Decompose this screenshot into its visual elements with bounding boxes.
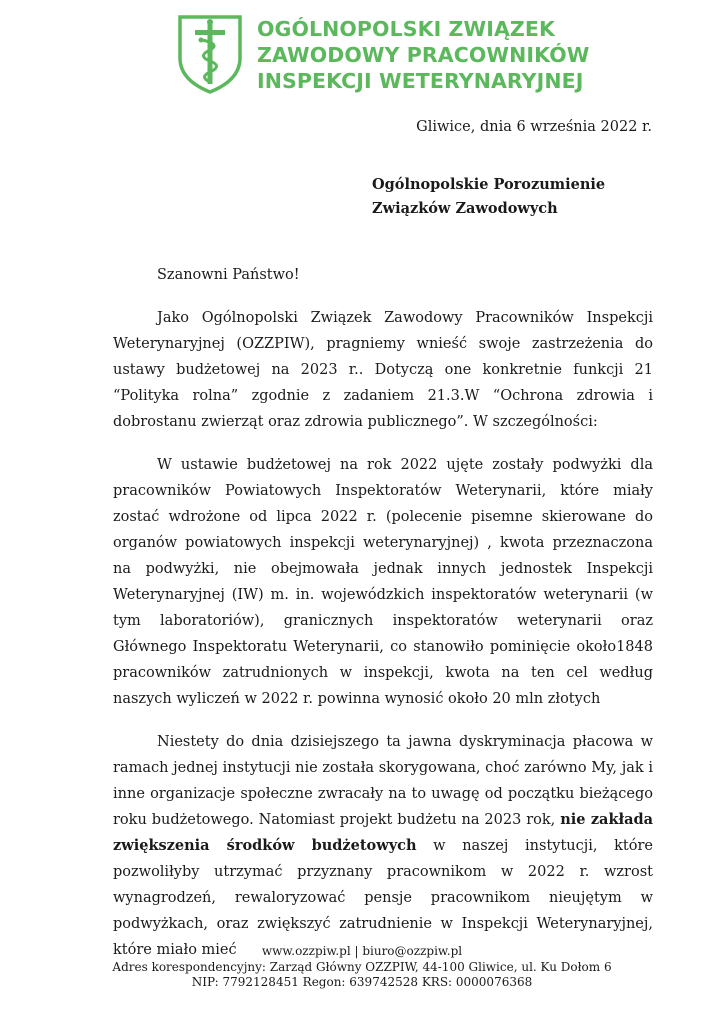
- letter-footer: [0, 944, 724, 991]
- shield-logo-icon: [177, 14, 243, 94]
- letter-date: Gliwice, dnia 6 września 2022 r.: [416, 119, 652, 135]
- org-name-line-1: OGÓLNOPOLSKI ZWIĄZEK: [257, 17, 555, 41]
- org-name-line-3: INSPEKCJI WETERYNARYJNEJ: [257, 69, 584, 93]
- footer-contact: www.ozzpiw.pl | biuro@ozzpiw.pl: [261, 944, 463, 958]
- footer-registration: NIP: 7792128451 Regon: 639742528 KRS: 0000076368: [191, 975, 533, 989]
- salutation: Szanowni Państwo!: [157, 267, 300, 283]
- paragraph-3: [113, 729, 653, 963]
- paragraph-3-emphasis: nie zakłada zwiększenia środków budżetowych: [113, 811, 653, 854]
- paragraph-3-text-start: Niestety do dnia dzisiejszego ta jawna dyskryminacja płacowa w ramach jednej instytucji nie została skorygowana, choć zarówno My, jak i inne organizacje społeczne zwracały na to uwagę od początku bieżącego roku budżetowego. Natomiast projekt budżetu na 2023 rok,: [113, 734, 653, 828]
- letterhead: [177, 14, 597, 94]
- letter-body: [113, 262, 653, 980]
- org-name-line-2: ZAWODOWY PRACOWNIKÓW: [257, 43, 590, 67]
- paragraph-1: Jako Ogólnopolski Związek Zawodowy Pracowników Inspekcji Weterynaryjnej (OZZPIW), pragniemy wnieść swoje zastrzeżenia do ustawy budżetowej na 2023 r.. Dotyczą one konkretnie funkcji 21 “Polityka rolna” zgodnie z zadaniem 21.3.W “Ochrona zdrowia i dobrostanu zwierząt oraz zdrowia publicznego”. W szczególności:: [113, 310, 653, 430]
- organization-name: [257, 16, 589, 94]
- recipient-address: [372, 173, 605, 221]
- recipient-line-2: Związków Zawodowych: [372, 200, 558, 217]
- paragraph-2: W ustawie budżetowej na rok 2022 ujęte zostały podwyżki dla pracowników Powiatowych Inspektoratów Weterynarii, które miały zostać wdrożone od lipca 2022 r. (polecenie pisemne skierowane do organów powiatowych inspekcji weterynaryjnej) , kwota przeznaczona na podwyżki, nie obejmowała jednak innych jednostek Inspekcji Weterynaryjnej (IW) m. in. wojewódzkich inspektoratów weterynarii (w tym laboratoriów), granicznych inspektoratów weterynarii oraz Głównego Inspektoratu Weterynarii, co stanowiło pominięcie około1848 pracowników zatrudnionych w inspekcji, kwota na ten cel według naszych wyliczeń w 2022 r. powinna wynosić około 20 mln złotych: [113, 457, 653, 707]
- footer-address: Adres korespondencyjny: Zarząd Główny OZZPIW, 44-100 Gliwice, ul. Ku Dołom 6: [112, 959, 612, 974]
- paragraph-3-text-end: w naszej instytucji, które pozwoliłyby utrzymać przyznany pracownikom w 2022 r. wzrost wynagrodzeń, rewaloryzować pensje pracownikom nieujętym w podwyżkach, oraz zwiększyć zatrudnienie w Inspekcji Weterynaryjnej, które miało mieć: [113, 838, 653, 958]
- recipient-line-1: Ogólnopolskie Porozumienie: [372, 176, 606, 193]
